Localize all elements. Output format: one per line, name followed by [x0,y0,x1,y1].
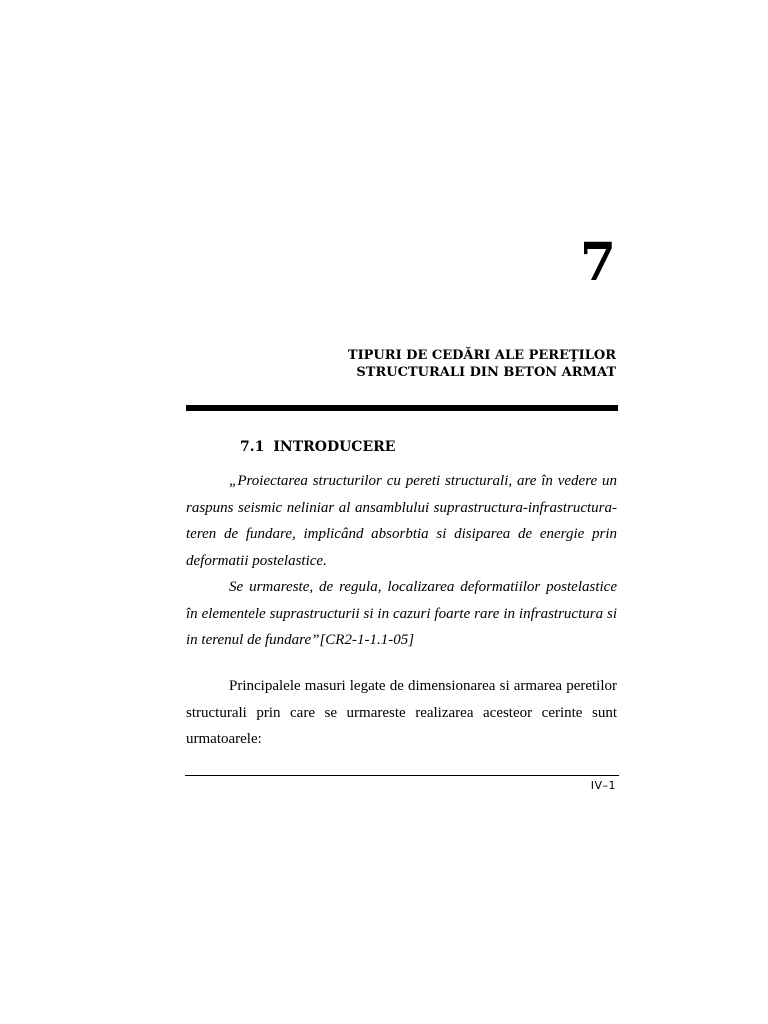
section-heading [240,437,395,457]
chapter-title-line-2: STRUCTURALI DIN BETON ARMAT [356,365,616,380]
quote-paragraph-1: „Proiectarea structurilor cu pereti structurali, are în vedere un raspuns seismic neliniar al ansamblului suprastructura-infrastructura-teren de fundare, implicând absorbtia si disiparea de energie prin deformatii postelastice. [186,473,617,569]
quote-paragraph-2: Se urmareste, de regula, localizarea deformatiilor postelastice în elementele suprastructurii si in cazuri foarte rare in infrastructura si in terenul de fundare”[CR2-1-1.1-05] [186,579,617,648]
section-number: 7.1 [240,439,265,455]
chapter-title-line-1: TIPURI DE CEDĂRI ALE PEREŢILOR [347,348,616,363]
footer-divider [185,775,619,776]
chapter-number: 7 [579,232,616,293]
chapter-title [216,347,616,381]
section-title: INTRODUCERE [273,439,396,455]
body-paragraph: Principalele masuri legate de dimensionarea si armarea peretilor structurali prin care se urmareste realizarea acesteor cerinte sunt urmatoarele: [186,678,617,747]
page-number: IV–1 [590,779,616,792]
chapter-divider [186,405,618,411]
